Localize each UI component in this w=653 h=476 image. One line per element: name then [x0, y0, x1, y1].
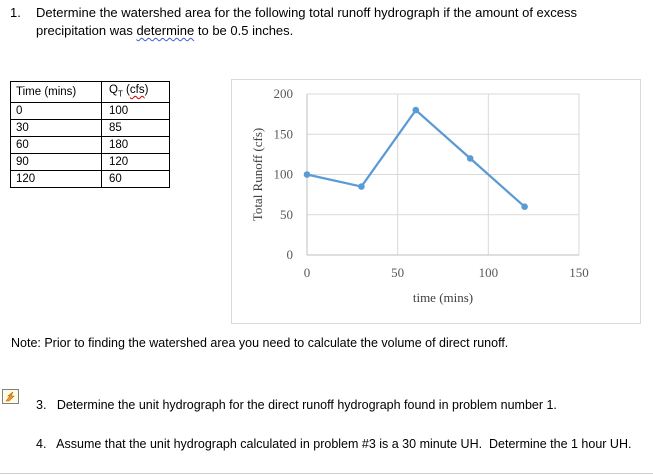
table-row: [11, 103, 170, 120]
hydrograph-chart[interactable]: [231, 79, 641, 324]
header-paren-open: (: [122, 84, 130, 96]
question-1-number: 1.: [10, 5, 21, 20]
time-cell: 120: [11, 171, 102, 188]
data-point: [358, 183, 365, 190]
x-tick-label: 50: [391, 265, 405, 280]
time-cell: 60: [11, 137, 102, 154]
header-discharge: [102, 82, 170, 103]
header-time: Time (mins): [11, 82, 102, 103]
time-cell: 90: [11, 154, 102, 171]
discharge-cell: 100: [102, 103, 170, 120]
note-flag-icon[interactable]: [2, 389, 19, 404]
y-tick-label: 100: [273, 166, 293, 182]
discharge-cell: 85: [102, 120, 170, 137]
hydrograph-chart-canvas: [232, 80, 640, 323]
question-1-text: [36, 4, 636, 40]
header-q: Q: [109, 84, 118, 96]
y-tick-label: 50: [280, 206, 293, 222]
data-point: [467, 155, 474, 162]
page-divider: [0, 473, 653, 474]
y-axis-title: Total Runoff (cfs): [250, 127, 265, 222]
x-tick-label: 150: [569, 265, 589, 280]
data-point: [304, 171, 311, 178]
question-1: [10, 4, 650, 44]
series-line: [307, 110, 525, 207]
note-text: Note: Prior to finding the watershed area you need to calculate the volume of direct runoff.: [11, 336, 509, 350]
discharge-cell: 180: [102, 137, 170, 154]
question-1-underlined-word: determine: [136, 23, 195, 38]
discharge-cell: 60: [102, 171, 170, 188]
y-tick-label: 200: [273, 86, 293, 101]
y-tick-label: 150: [273, 126, 293, 142]
time-cell: 0: [11, 103, 102, 120]
question-1-text-start: Determine the watershed area for the following total runoff hydrograph if the amount of excess precipitation was: [36, 5, 578, 38]
discharge-cell: 120: [102, 154, 170, 171]
table-row: [11, 120, 170, 137]
header-q-subscript: T: [117, 89, 123, 99]
data-point: [521, 203, 528, 210]
y-tick-label: 0: [286, 247, 293, 262]
table-row: [11, 171, 170, 188]
table-header-row: [11, 82, 170, 103]
x-tick-label: 0: [303, 265, 311, 280]
table-row: [11, 154, 170, 171]
header-paren-close: ): [144, 84, 149, 96]
time-cell: 30: [11, 120, 102, 137]
x-tick-label: 100: [478, 265, 499, 280]
note-flag-glyph: [3, 390, 18, 403]
runoff-table: [10, 81, 170, 188]
x-axis-title: time (mins): [412, 290, 474, 305]
header-unit: cfs: [129, 84, 145, 96]
question-1-text-end: to be 0.5 inches.: [194, 23, 294, 38]
question-4: 4. Assume that the unit hydrograph calculated in problem #3 is a 30 minute UH. Determine the 1 hour UH.: [36, 437, 632, 451]
data-point: [413, 107, 420, 114]
table-row: [11, 137, 170, 154]
question-3: 3. Determine the unit hydrograph for the direct runoff hydrograph found in problem number 1.: [36, 398, 557, 412]
